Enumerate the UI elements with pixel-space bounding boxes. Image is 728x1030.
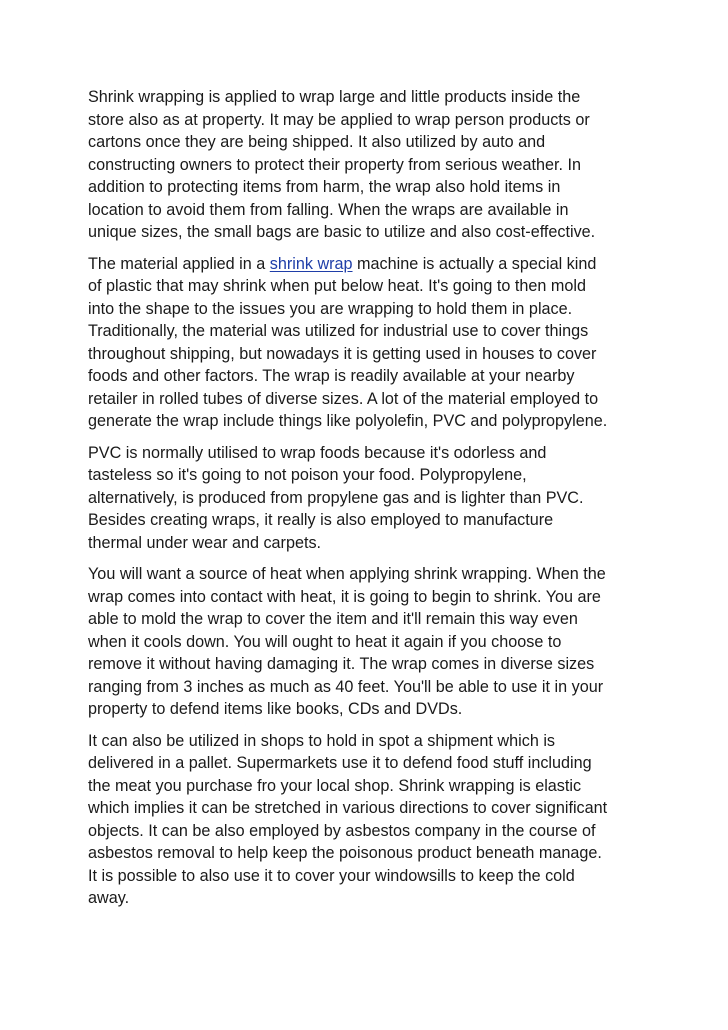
- text-line: alternatively, is produced from propylene gas and is lighter than PVC.: [88, 488, 584, 507]
- text-line: constructing owners to protect their property from serious weather. In: [88, 155, 582, 174]
- text-line: into the shape to the issues you are wrapping to hold them in place.: [88, 299, 573, 318]
- text-line: wrap comes into contact with heat, it is going to begin to shrink. You are: [88, 587, 601, 606]
- text-line: property to defend items like books, CDs and DVDs.: [88, 700, 463, 718]
- text-line: when it cools down. You will ought to heat it again if you choose to: [88, 632, 562, 651]
- text-line: Traditionally, the material was utilized for industrial use to cover things: [88, 322, 589, 340]
- paragraph-3: [88, 442, 648, 555]
- text-line: Shrink wrapping is applied to wrap large and little products inside the: [88, 88, 581, 106]
- text-line: away.: [88, 889, 130, 907]
- text-segment: machine is actually a special kind: [352, 254, 597, 273]
- text-segment: The material applied in a: [88, 254, 270, 273]
- text-line: thermal under wear and carpets.: [88, 533, 322, 552]
- text-line: which implies it can be stretched in various directions to cover significant: [88, 799, 608, 817]
- text-line: unique sizes, the small bags are basic to utilize and also cost-effective.: [88, 223, 596, 241]
- text-line: of plastic that may shrink when put below heat. It's going to then mold: [88, 277, 586, 295]
- shrink-wrap-link[interactable]: shrink wrap: [269, 254, 353, 273]
- paragraph-4: [88, 563, 648, 721]
- text-line: addition to protecting items from harm, the wrap also hold items in: [88, 178, 561, 196]
- text-line: It is possible to also use it to cover your windowsills to keep the cold: [88, 866, 575, 885]
- text-line: It can also be utilized in shops to hold in spot a shipment which is: [88, 731, 556, 750]
- paragraph-5: [88, 730, 648, 910]
- text-line: foods and other factors. The wrap is readily available at your nearby: [88, 367, 575, 385]
- text-line: the meat you purchase fro your local shop. Shrink wrapping is elastic: [88, 776, 582, 795]
- text-line: You will want a source of heat when applying shrink wrapping. When the: [88, 565, 606, 583]
- text-line: ranging from 3 inches as much as 40 feet. You'll be able to use it in your: [88, 677, 604, 696]
- paragraph-1: [88, 86, 648, 244]
- text-line: tasteless so it's going to not poison your food. Polypropylene,: [88, 466, 527, 484]
- text-line: throughout shipping, but nowadays it is getting used in houses to cover: [88, 344, 597, 363]
- text-line: PVC is normally utilised to wrap foods because it's odorless and: [88, 443, 547, 462]
- text-line: objects. It can be also employed by asbestos company in the course of: [88, 821, 596, 840]
- text-line: retailer in rolled tubes of diverse sizes. A lot of the material employed to: [88, 389, 599, 408]
- text-line: cartons once they are being shipped. It also utilized by auto and: [88, 133, 546, 151]
- paragraph-2: [88, 253, 648, 433]
- text-line: delivered in a pallet. Supermarkets use it to defend food stuff including: [88, 754, 592, 772]
- text-line: remove it without having damaging it. The wrap comes in diverse sizes: [88, 655, 595, 673]
- text-line: generate the wrap include things like polyolefin, PVC and polypropylene.: [88, 412, 608, 430]
- document-body: [88, 86, 648, 919]
- text-line: store also as at property. It may be applied to wrap person products or: [88, 110, 590, 129]
- text-line: Besides creating wraps, it really is also employed to manufacture: [88, 511, 554, 529]
- text-line: location to avoid them from falling. When the wraps are available in: [88, 200, 569, 219]
- text-line: asbestos removal to help keep the poisonous product beneath manage.: [88, 844, 602, 862]
- text-line: [88, 253, 648, 276]
- text-line: able to mold the wrap to cover the item and it'll remain this way even: [88, 610, 578, 628]
